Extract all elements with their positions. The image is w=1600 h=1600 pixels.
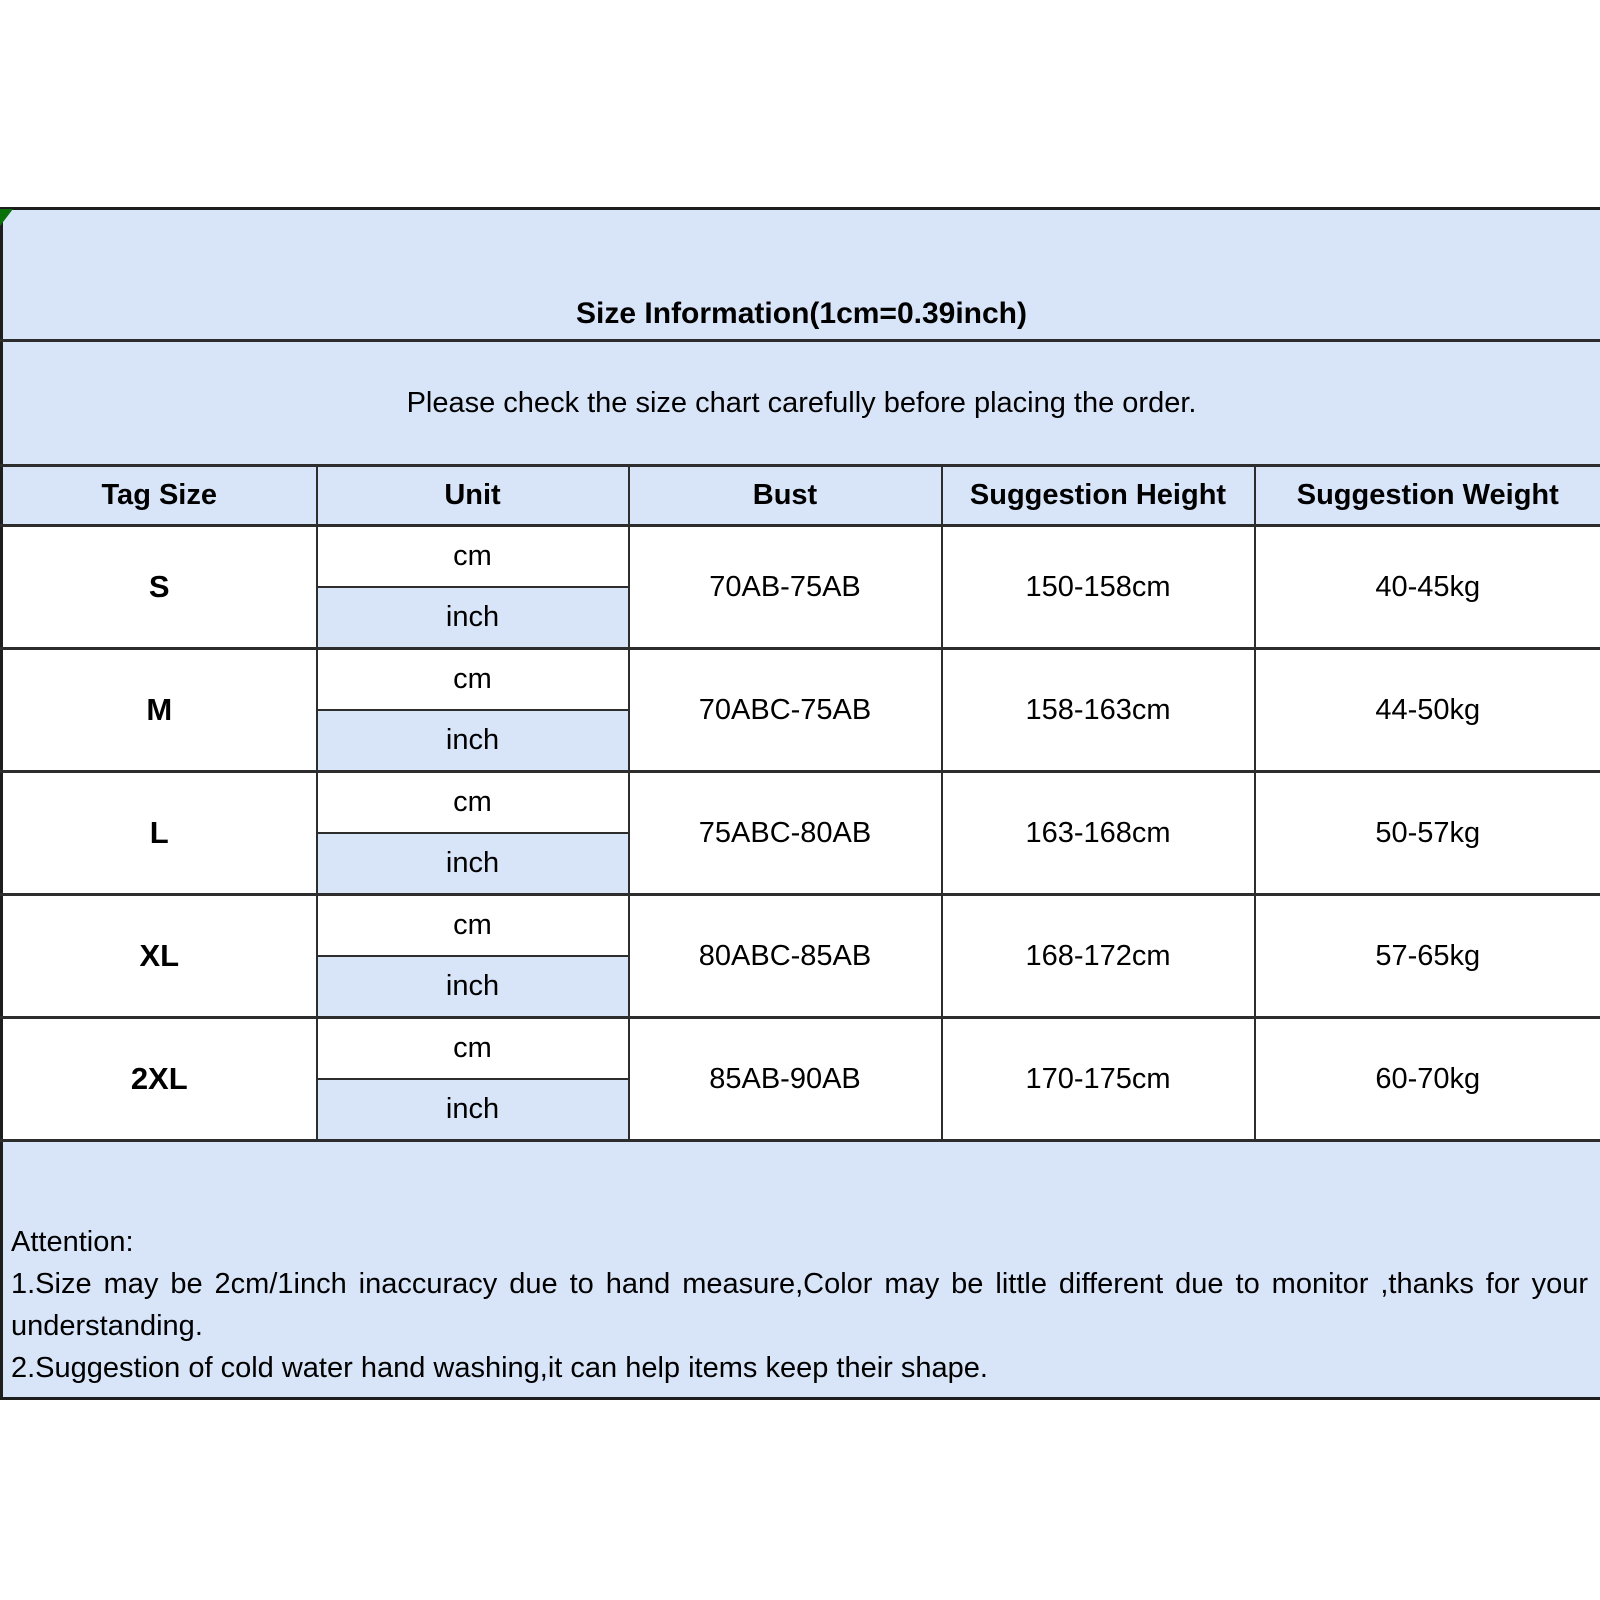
unit-cm-cell: cm [317, 649, 629, 711]
bust-cell: 75ABC-80AB [629, 772, 942, 895]
unit-cm-cell: cm [317, 526, 629, 588]
weight-cell: 60-70kg [1255, 1018, 1600, 1141]
size-row-l [2, 772, 1600, 834]
height-cell: 163-168cm [942, 772, 1255, 895]
column-header-bust: Bust [629, 466, 942, 526]
height-cell: 168-172cm [942, 895, 1255, 1018]
unit-inch-cell: inch [317, 833, 629, 895]
weight-cell: 44-50kg [1255, 649, 1600, 772]
corner-mark [0, 209, 13, 226]
height-cell: 158-163cm [942, 649, 1255, 772]
unit-inch-cell: inch [317, 956, 629, 1018]
weight-cell: 40-45kg [1255, 526, 1600, 649]
unit-inch-cell: inch [317, 1079, 629, 1141]
height-cell: 150-158cm [942, 526, 1255, 649]
weight-cell: 50-57kg [1255, 772, 1600, 895]
bust-cell: 80ABC-85AB [629, 895, 942, 1018]
height-cell: 170-175cm [942, 1018, 1255, 1141]
tag-size-cell: S [2, 526, 317, 649]
unit-cm-cell: cm [317, 772, 629, 834]
tag-size-cell: M [2, 649, 317, 772]
header-row [2, 466, 1600, 526]
size-row-xl [2, 895, 1600, 957]
size-chart-subtitle: Please check the size chart carefully before placing the order. [2, 341, 1600, 466]
attention-row [2, 1141, 1600, 1399]
size-row-s [2, 526, 1600, 588]
tag-size-cell: 2XL [2, 1018, 317, 1141]
bust-cell: 70ABC-75AB [629, 649, 942, 772]
size-row-m [2, 649, 1600, 711]
unit-inch-cell: inch [317, 587, 629, 649]
attention-note-2: 2.Suggestion of cold water hand washing,it can help items keep their shape. [11, 1352, 988, 1384]
tag-size-cell: L [2, 772, 317, 895]
bust-cell: 85AB-90AB [629, 1018, 942, 1141]
unit-cm-cell: cm [317, 1018, 629, 1080]
column-header-suggestion-height: Suggestion Height [942, 466, 1255, 526]
size-chart-table [0, 207, 1600, 1400]
attention-note-1: 1.Size may be 2cm/1inch inaccuracy due to hand measure,Color may be little different due to monitor ,thanks for your understanding. [11, 1268, 1589, 1342]
tag-size-cell: XL [2, 895, 317, 1018]
column-header-tag-size: Tag Size [2, 466, 317, 526]
bust-cell: 70AB-75AB [629, 526, 942, 649]
attention-label: Attention: [11, 1226, 134, 1258]
size-chart-title: Size Information(1cm=0.39inch) [2, 209, 1600, 341]
unit-inch-cell: inch [317, 710, 629, 772]
size-row-2xl [2, 1018, 1600, 1080]
unit-cm-cell: cm [317, 895, 629, 957]
subtitle-row [2, 341, 1600, 466]
title-row [2, 209, 1600, 341]
weight-cell: 57-65kg [1255, 895, 1600, 1018]
size-chart [0, 207, 1600, 1400]
column-header-suggestion-weight: Suggestion Weight [1255, 466, 1600, 526]
attention-cell [2, 1141, 1600, 1399]
column-header-unit: Unit [317, 466, 629, 526]
